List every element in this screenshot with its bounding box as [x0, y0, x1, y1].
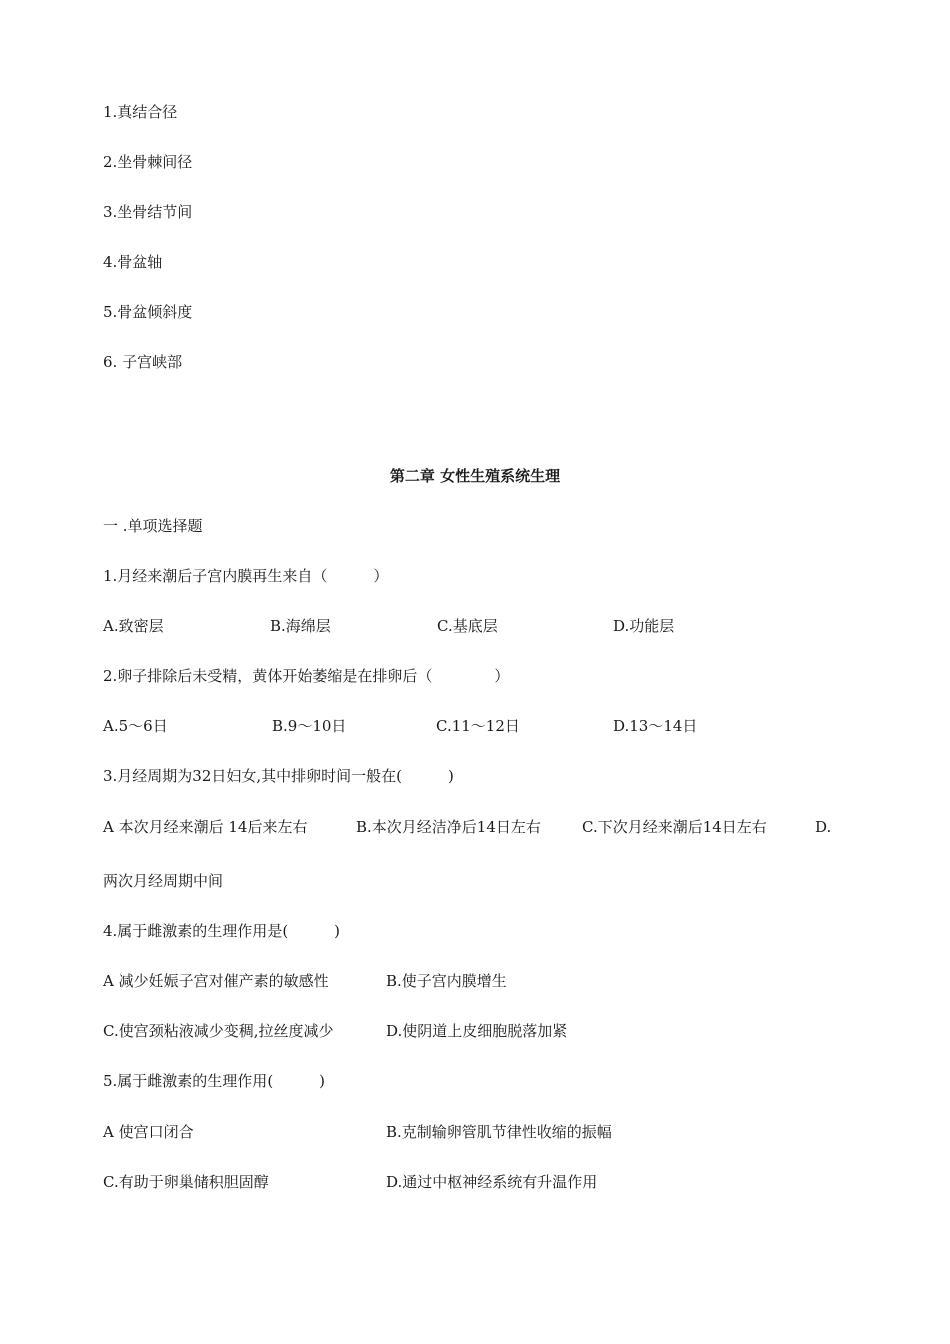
question-paren: ) — [319, 1072, 326, 1090]
option: D. — [815, 818, 832, 836]
term-item: 5.骨盆倾斜度 — [103, 303, 193, 321]
question-text: 1.月经来潮后子宫内膜再生来自（ — [103, 567, 328, 585]
chapter-title: 第二章 女性生殖系统生理 — [389, 467, 561, 485]
option: C.使宫颈粘液减少变稠,拉丝度减少 — [103, 1022, 334, 1040]
term-item: 1.真结合径 — [103, 103, 178, 121]
question-paren: ) — [448, 767, 454, 785]
option: B.使子宫内膜增生 — [386, 972, 507, 990]
question-text: 4.属于雌激素的生理作用是( — [103, 922, 289, 940]
question-paren: ） — [494, 667, 510, 685]
option-continuation: 两次月经周期中间 — [103, 872, 224, 890]
option: C.下次月经来潮后14日左右 — [582, 818, 767, 836]
question-text: 5.属于雌激素的生理作用( — [103, 1072, 274, 1090]
question-stem — [103, 566, 388, 586]
section-heading: 一 .单项选择题 — [103, 517, 203, 535]
question-paren: ) — [334, 922, 341, 940]
term-item: 3.坐骨结节间 — [103, 203, 193, 221]
option: A.5～6日 — [103, 717, 168, 735]
option: B.海绵层 — [270, 617, 331, 635]
option: B.克制输卵管肌节律性收缩的振幅 — [386, 1123, 612, 1141]
option: A 减少妊娠子宫对催产素的敏感性 — [103, 972, 329, 990]
option: B.本次月经洁净后14日左右 — [356, 818, 541, 836]
term-item: 6. 子宫峡部 — [103, 353, 183, 371]
option: D.使阴道上皮细胞脱落加紧 — [386, 1022, 568, 1040]
question-stem — [103, 766, 454, 786]
option: A.致密层 — [103, 617, 164, 635]
question-stem — [103, 921, 340, 941]
option: B.9～10日 — [272, 717, 347, 735]
question-paren: ） — [373, 567, 389, 585]
term-item: 4.骨盆轴 — [103, 253, 163, 271]
option: C.有助于卵巢储积胆固醇 — [103, 1173, 269, 1191]
question-text: 2.卵子排除后未受精，黄体开始萎缩是在排卵后（ — [103, 667, 433, 685]
question-stem — [103, 1071, 325, 1091]
option: A 使宫口闭合 — [103, 1123, 194, 1141]
question-stem — [103, 666, 509, 686]
option: D.13～14日 — [613, 717, 698, 735]
option: D.功能层 — [613, 617, 675, 635]
question-text: 3.月经周期为32日妇女,其中排卵时间一般在( — [103, 767, 403, 785]
term-item: 2.坐骨棘间径 — [103, 153, 193, 171]
option: C.基底层 — [437, 617, 498, 635]
option: A 本次月经来潮后 14后来左右 — [103, 818, 308, 836]
option: D.通过中枢神经系统有升温作用 — [386, 1173, 598, 1191]
option: C.11～12日 — [436, 717, 520, 735]
